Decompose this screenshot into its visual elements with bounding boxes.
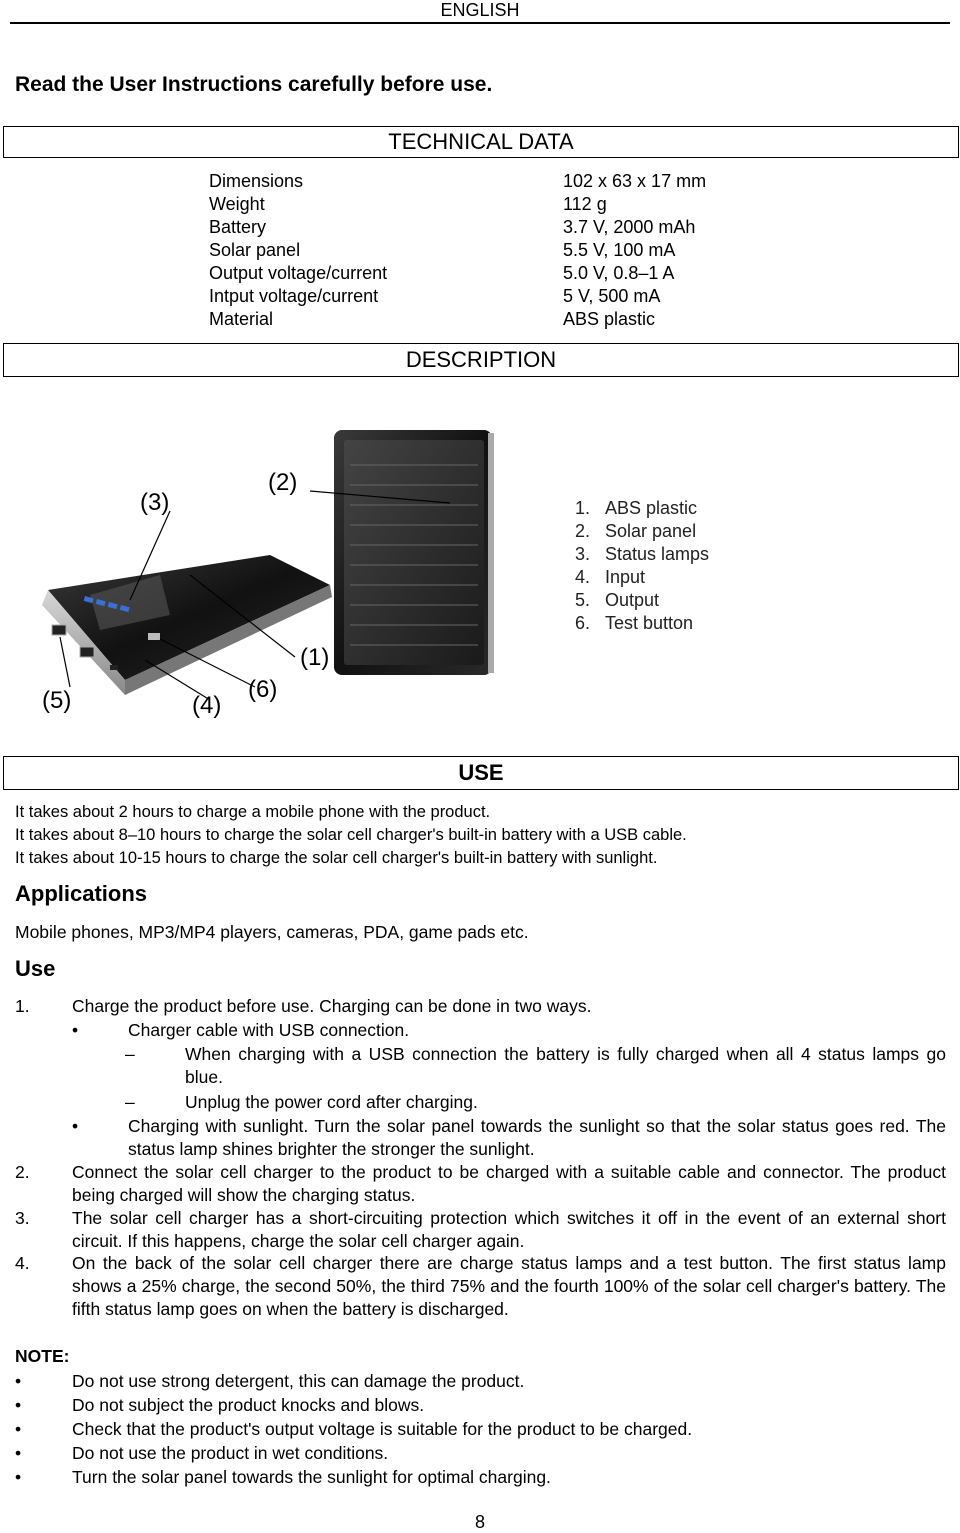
legend-item — [575, 497, 697, 520]
spec-row — [0, 193, 960, 216]
legend-label: Solar panel — [605, 521, 697, 541]
spec-row — [0, 308, 960, 331]
input-port — [110, 665, 118, 670]
note-item: Check that the product's output voltage is suitable for the product to be charged. — [72, 1419, 693, 1439]
bullet-icon: • — [15, 1419, 22, 1439]
applications-heading: Applications — [15, 881, 148, 906]
spec-label: Solar panel — [209, 240, 301, 260]
intro-line: It takes about 2 hours to charge a mobile phone with the product. — [15, 803, 491, 821]
applications-text: Mobile phones, MP3/MP4 players, cameras, PDA, game pads etc. — [15, 922, 529, 942]
use-subheading: Use — [15, 956, 56, 981]
note-item: Turn the solar panel towards the sunlight for optimal charging. — [72, 1467, 551, 1487]
callout-3: (3) — [140, 489, 170, 516]
description-heading: DESCRIPTION — [3, 343, 959, 377]
solar-panel — [344, 440, 484, 665]
spec-value: 5 V, 500 mA — [563, 286, 661, 306]
step-number: 3. — [15, 1208, 30, 1228]
spec-row — [0, 170, 960, 193]
step-text: Connect the solar cell charger to the product to be charged with a suitable cable and connector. The product being charged will show the charging status. — [72, 1162, 946, 1205]
header-language: ENGLISH — [440, 0, 520, 20]
bullet-icon: • — [15, 1467, 22, 1487]
legend-item — [575, 612, 693, 635]
legend-num: 4. — [575, 567, 591, 587]
bullet-text: Charging with sunlight. Turn the solar panel towards the sunlight so that the solar status goes red. The status lamp shines brighter the stronger the sunlight. — [128, 1116, 946, 1159]
header-rule — [10, 22, 950, 24]
dash-icon: – — [125, 1092, 135, 1112]
spec-label: Output voltage/current — [209, 263, 388, 283]
spec-value: 3.7 V, 2000 mAh — [563, 217, 696, 237]
callout-6: (6) — [248, 676, 278, 703]
bullet-icon: • — [15, 1395, 22, 1415]
legend-item — [575, 543, 709, 566]
spec-label: Weight — [209, 194, 265, 214]
bullet-icon: • — [72, 1116, 79, 1136]
callout-5: (5) — [42, 687, 72, 714]
spec-row — [0, 285, 960, 308]
spec-label: Material — [209, 309, 274, 329]
bullet-icon: • — [15, 1443, 22, 1463]
lead-instruction: Read the User Instructions carefully before use. — [15, 73, 493, 96]
spec-value: 5.5 V, 100 mA — [563, 240, 676, 260]
legend-label: Input — [605, 567, 646, 587]
usb-port — [52, 625, 66, 635]
legend-num: 2. — [575, 521, 591, 541]
product-illustration — [30, 425, 510, 725]
legend-num: 5. — [575, 590, 591, 610]
legend-num: 1. — [575, 498, 591, 518]
dash-icon: – — [125, 1044, 135, 1064]
step-number: 4. — [15, 1253, 30, 1273]
spec-value: ABS plastic — [563, 309, 656, 329]
legend-label: Output — [605, 590, 660, 610]
note-heading: NOTE: — [15, 1346, 70, 1366]
spec-value: 5.0 V, 0.8–1 A — [563, 263, 675, 283]
callout-4: (4) — [192, 692, 222, 719]
usb-port — [80, 647, 94, 657]
legend-num: 6. — [575, 613, 591, 633]
spec-row — [0, 216, 960, 239]
step-number: 1. — [15, 996, 30, 1016]
technical-data-heading: TECHNICAL DATA — [3, 126, 959, 158]
note-item: Do not subject the product knocks and blows. — [72, 1395, 425, 1415]
legend-label: Status lamps — [605, 544, 710, 564]
page-number: 8 — [474, 1512, 485, 1532]
product-image — [30, 425, 510, 725]
use-heading: USE — [3, 756, 959, 790]
spec-label: Battery — [209, 217, 267, 237]
note-item: Do not use strong detergent, this can damage the product. — [72, 1371, 525, 1391]
spec-value: 102 x 63 x 17 mm — [563, 171, 707, 191]
bullet-text: Charger cable with USB connection. — [128, 1020, 410, 1040]
intro-line: It takes about 8–10 hours to charge the solar cell charger's built-in battery with a USB cable. — [15, 826, 687, 844]
dash-text: Unplug the power cord after charging. — [185, 1092, 478, 1112]
legend-item — [575, 566, 645, 589]
note-item: Do not use the product in wet conditions. — [72, 1443, 389, 1463]
intro-line: It takes about 10-15 hours to charge the solar cell charger's built-in battery with sunlight. — [15, 849, 658, 867]
spec-row — [0, 262, 960, 285]
step-number: 2. — [15, 1162, 30, 1182]
step-text: Charge the product before use. Charging can be done in two ways. — [72, 996, 592, 1016]
legend-item — [575, 589, 659, 612]
test-button — [148, 633, 160, 640]
step-text: The solar cell charger has a short-circuiting protection which switches it off in the event of an external short circuit. If this happens, charge the solar cell charger again. — [72, 1208, 946, 1251]
dash-text: When charging with a USB connection the battery is fully charged when all 4 status lamps go blue. — [185, 1044, 946, 1087]
bullet-icon: • — [72, 1020, 79, 1040]
bullet-icon: • — [15, 1371, 22, 1391]
legend-num: 3. — [575, 544, 591, 564]
device-back-edge — [488, 433, 494, 673]
spec-label: Intput voltage/current — [209, 286, 379, 306]
legend-item — [575, 520, 696, 543]
legend-label: ABS plastic — [605, 498, 698, 518]
callout-1: (1) — [300, 644, 330, 671]
legend-label: Test button — [605, 613, 694, 633]
spec-row — [0, 239, 960, 262]
step-text: On the back of the solar cell charger there are charge status lamps and a test button. The first status lamp shows a 25% charge, the second 50%, the third 75% and the fourth 100% of the solar cell charger's battery. The fifth status lamp goes on when the battery is discharged. — [72, 1253, 946, 1319]
callout-2: (2) — [268, 469, 298, 496]
spec-value: 112 g — [563, 194, 607, 214]
spec-label: Dimensions — [209, 171, 304, 191]
